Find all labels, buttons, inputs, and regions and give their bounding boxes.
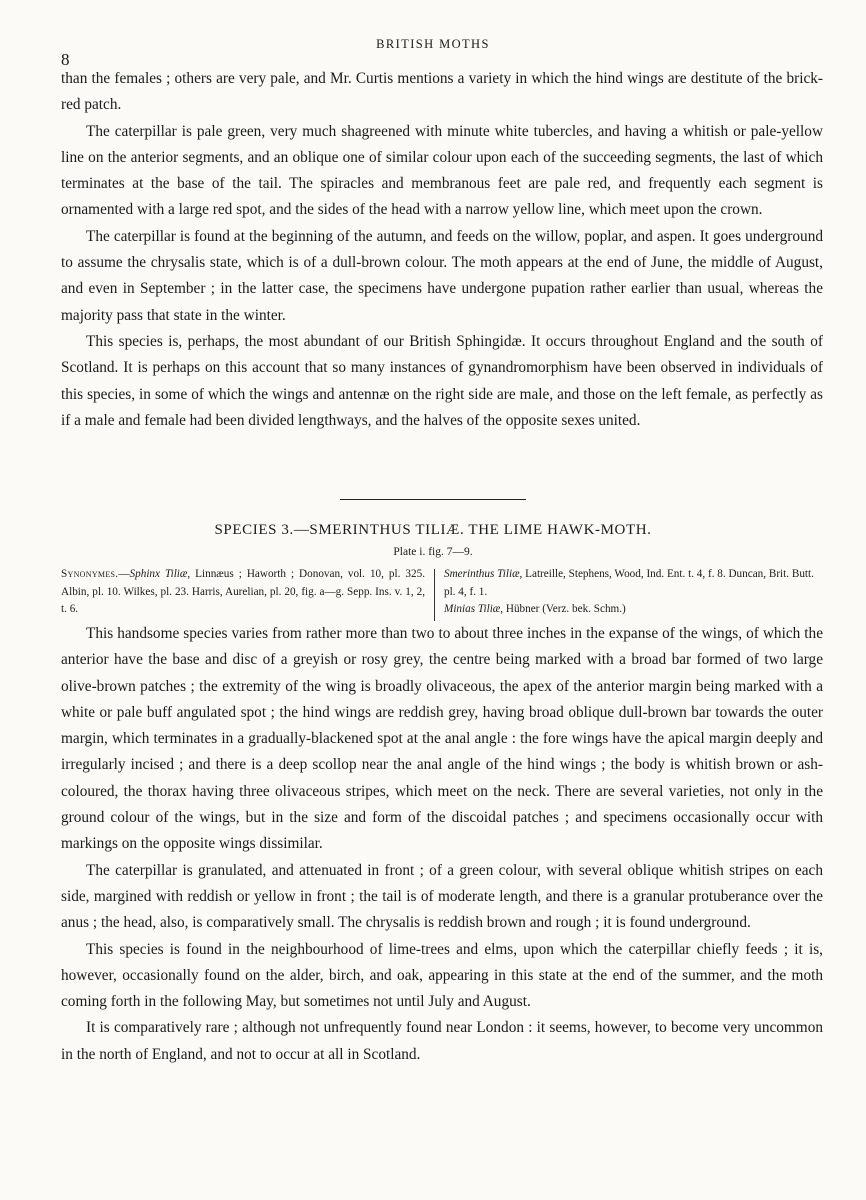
synonyms-divider xyxy=(434,569,435,621)
page-number: 8 xyxy=(61,50,70,69)
synonyms-right xyxy=(444,566,826,619)
section-divider xyxy=(340,499,526,500)
paragraph: This species is, perhaps, the most abundant of our British Sphingidæ. It occurs throughout England and the south of Scotland. It is perhaps on this account that so many instances of gynandromorphism have been observed in individuals of this species, in some of which the wings and antennæ on the right side are male, and those on the left female, as perfectly as if a male and female had been divided lengthways, and the halves of the opposite sexes united. xyxy=(61,332,823,429)
plate-reference: Plate i. fig. 7—9. xyxy=(393,546,473,558)
synonyms-left: Synonymes.—Sphinx Tiliæ, Linnæus ; Haworth ; Donovan, vol. 10, pl. 325. Albin, pl. 10. Wilkes, pl. 23. Harris, Aurelian, pl. 20, fig. a—g. Sepp. Ins. v. 1, 2, t. 6. xyxy=(61,568,425,615)
paragraph: The caterpillar is granulated, and attenuated in front ; of a green colour, with several oblique whitish stripes on each side, margined with reddish or yellow in front ; the tail is of moderate length, and there is a granular protuberance over the anus ; the head, also, is comparatively small. The chrysalis is reddish brown and rough ; it is found underground. xyxy=(61,861,823,932)
paragraph: This species is found in the neighbourhood of lime-trees and elms, upon which the caterpillar chiefly feeds ; it is, however, occasionally found on the alder, birch, and oak, appearing in this state at the end of the summer, and the moth coming forth in the following May, but sometimes not until July and August. xyxy=(61,940,823,1011)
synonym-refs: , Linnæus ; Haworth ; Donovan, vol. 10, pl. 325. Albin, pl. 10. Wilkes, pl. 23. Harris, Aurelian, pl. 20, fig. a—g. Sepp. Ins. v. 1, 2, t. 6. xyxy=(61,568,425,615)
paragraph: It is comparatively rare ; although not unfrequently found near London : it seems, however, to become very uncommon in the north of England, and not to occur at all in Scotland. xyxy=(61,1019,823,1063)
bottom-text-block xyxy=(61,621,823,1068)
synonym-refs: , Latreille, Stephens, Wood, Ind. Ent. t. 4, f. 8. Duncan, Brit. Butt. pl. 4, f. 1. xyxy=(444,568,814,598)
paragraph: than the females ; others are very pale, and Mr. Curtis mentions a variety in which the hind wings are destitute of the brick-red patch. xyxy=(61,70,823,114)
synonyms-label: Synonymes. xyxy=(61,568,119,580)
synonym-refs: , Hübner (Verz. bek. Schm.) xyxy=(500,603,626,615)
top-text-block xyxy=(61,66,823,434)
species-heading: SPECIES 3.—SMERINTHUS TILIÆ. THE LIME HAWK-MOTH. xyxy=(214,522,652,538)
synonym-name: Smerinthus Tiliæ xyxy=(444,568,520,580)
synonym-name: Minias Tiliæ xyxy=(444,603,501,615)
paragraph: The caterpillar is pale green, very much shagreened with minute white tubercles, and having a whitish or pale-yellow line on the anterior segments, and an oblique one of similar colour upon each of the succeeding segments, the last of which terminates at the base of the tail. The spiracles and membranous feet are pale red, and frequently each segment is ornamented with a large red spot, and the sides of the head with a narrow yellow line, which meet upon the crown. xyxy=(61,122,823,219)
paragraph: This handsome species varies from rather more than two to about three inches in the expanse of the wings, of which the anterior have the base and disc of a greyish or rosy grey, the centre being marked with a broad bar formed of two large olive-brown patches ; the extremity of the wing is broadly olivaceous, the apex of the anterior margin being marked with a white or pale buff angulated spot ; the hind wings are reddish grey, having broad oblique dull-brown bar towards the outer margin, which terminates in a gradually-blackened spot at the anal angle : the fore wings have the apical margin deeply and irregularly incised ; and there is a deep scollop near the anal angle of the hind wings ; the body is whitish brown or ash-coloured, the thorax having three olivaceous stripes, which meet on the neck. There are several varieties, not only in the ground colour of the wings, but in the size and form of the discoidal patches ; and specimens occasionally occur with markings on the opposite wings dissimilar. xyxy=(61,625,823,853)
running-title: BRITISH MOTHS xyxy=(376,37,490,51)
synonym-name: Sphinx Tiliæ xyxy=(129,568,188,580)
paragraph: The caterpillar is found at the beginning of the autumn, and feeds on the willow, poplar, and aspen. It goes underground to assume the chrysalis state, which is of a dull-brown colour. The moth appears at the end of June, the middle of August, and even in September ; in the latter case, the specimens have undergone pupation rather earlier than usual, whereas the majority pass that state in the winter. xyxy=(61,227,823,324)
